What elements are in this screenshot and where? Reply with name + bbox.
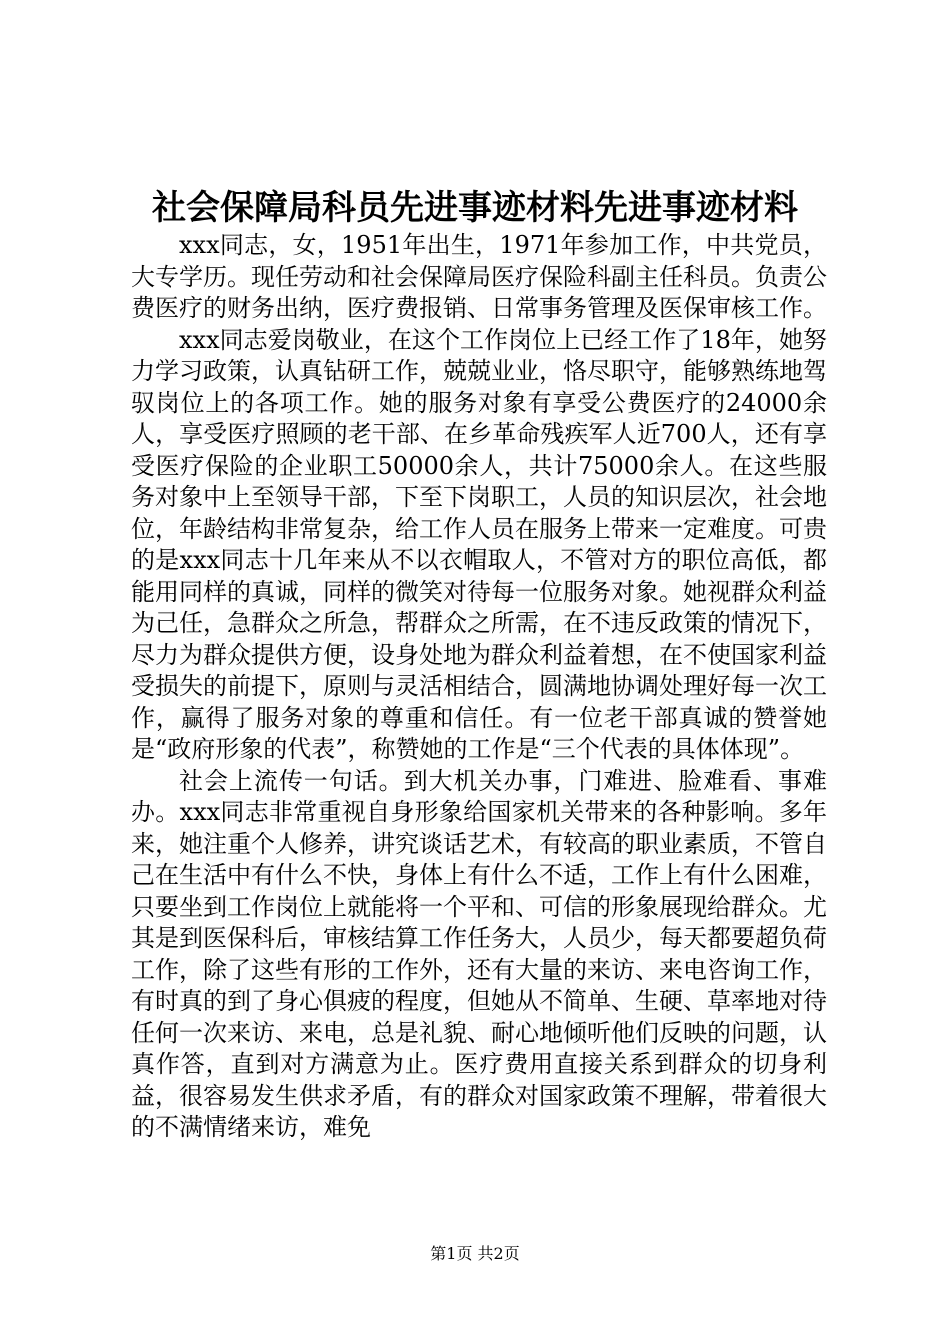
paragraph-3: 社会上流传一句话。到大机关办事，门难进、脸难看、事难办。xxx同志非常重视自身形象给国家机关带来的各种影响。多年来，她注重个人修养，讲究谈话艺术，有较高的职业素质，不管自己在生活中有什么不快，身体上有什么不适，工作上有什么困难，只要坐到工作岗位上就能将一个平和、可信的形象展现给群众。尤其是到医保科后，审核结算工作任务大，人员少，每天都要超负荷工作，除了这些有形的工作外，还有大量的来访、来电咨询工作，有时真的到了身心俱疲的程度，但她从不简单、生硬、草率地对待任何一次来访、来电，总是礼貌、耐心地倾听他们反映的问题，认真作答，直到对方满意为止。医疗费用直接关系到群众的切身利益，很容易发生供求矛盾，有的群众对国家政策不理解，带着很大的不满情绪来访，难免 bbox=[131, 766, 827, 1141]
page-number-footer: 第1页 共2页 bbox=[430, 1244, 520, 1263]
paragraph-1: xxx同志，女，1951年出生，1971年参加工作，中共党员，大专学历。现任劳动和社会保障局医疗保险科副主任科员。负责公费医疗的财务出纳，医疗费报销、日常事务管理及医保审核工作。 bbox=[131, 231, 827, 322]
document-body bbox=[131, 230, 827, 1144]
paragraph-2: xxx同志爱岗敬业，在这个工作岗位上已经工作了18年，她努力学习政策，认真钻研工作，兢兢业业，恪尽职守，能够熟练地驾驭岗位上的各项工作。她的服务对象有享受公费医疗的24000余人，享受医疗照顾的老干部、在乡革命残疾军人近700人，还有享受医疗保险的企业职工50000余人，共计75000余人。在这些服务对象中上至领导干部，下至下岗职工，人员的知识层次，社会地位，年龄结构非常复杂，给工作人员在服务上带来一定难度。可贵的是xxx同志十几年来从不以衣帽取人，不管对方的职位高低，都能用同样的真诚，同样的微笑对待每一位服务对象。她视群众利益为己任，急群众之所急，帮群众之所需，在不违反政策的情况下，尽力为群众提供方便，设身处地为群众利益着想，在不使国家利益受损失的前提下，原则与灵活相结合，圆满地协调处理好每一次工作，赢得了服务对象的尊重和信任。有一位老干部真诚的赞誉她是“政府形象的代表”，称赞她的工作是“三个代表的具体体现”。 bbox=[131, 325, 827, 763]
document-title: 社会保障局科员先进事迹材料先进事迹材料 bbox=[152, 188, 798, 228]
